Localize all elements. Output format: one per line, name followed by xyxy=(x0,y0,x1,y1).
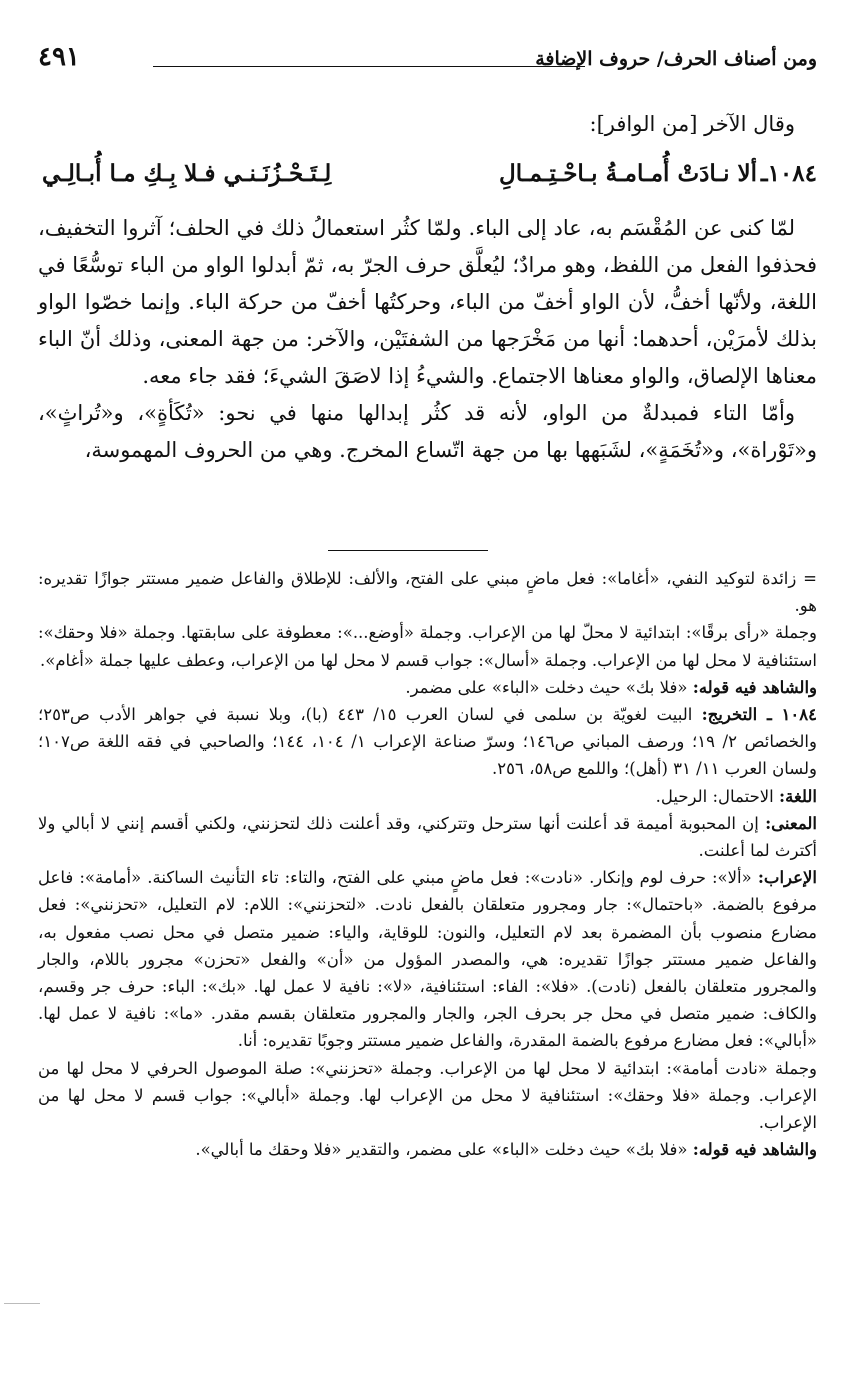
footnotes xyxy=(38,565,817,1163)
footnote-text: «ألا»: حرف لوم وإنكار. «نادت»: فعل ماضٍ مبني على الفتح، والتاء: تاء التأنيث الساكنة. «أمامة»: فاعل مرفوع بالضمة. «باحتمال»: جار ومجرور متعلقان بالفعل نادت. «لتحزنني»: اللام: لام التعليل، «تحزنني»: فعل مضارع منصوب بأن المضمرة بعد لام التعليل، والنون: للوقاية، والياء: ضمير متصل في محل نصب مفعول به، والفاعل ضمير مستتر جوازًا تقديره: هي، والمصدر المؤول من «أن» والفعل «تحزن» مجرور باللام، والجار والمجرور متعلقان بالفعل (نادت). «فلا»: الفاء: استئنافية، «لا»: نافية لا عمل لها. «بك»: الباء: حرف جر وقسم، والكاف: ضمير متصل في محل جر بحرف الجر، والجار والمجرور متعلقان بقسم مقدر. «ما»: نافية لا عمل لها. «أبالي»: فعل مضارع مرفوع بالضمة المقدرة، والفاعل ضمير مستتر وجوبًا تقديره: أنا. xyxy=(38,868,817,1051)
footnote-label: المعنى: xyxy=(765,813,817,833)
header-rule xyxy=(153,66,585,67)
running-title: ومن أصناف الحرف/ حروف الإضافة xyxy=(535,48,817,70)
footnote-line xyxy=(38,1136,817,1163)
footnote-text: البيت لغويّة بن سلمى في لسان العرب ١٥/ ٤٤٣ (با)، وبلا نسبة في جواهر الأدب ص٢٥٣؛ والخصائص ٢/ ١٩؛ ورصف المباني ص١٤٦؛ وسرّ صناعة الإعراب ١/ ١٠٤، ١٤٤؛ والصاحبي في فقه اللغة ص١٠٧؛ ولسان العرب ١١/ ٣١ (أهل)؛ واللمع ص٥٨، ٢٥٦. xyxy=(38,705,817,779)
footnote-line xyxy=(38,701,817,783)
footnote-text: «فلا بك» حيث دخلت «الباء» على مضمر. xyxy=(405,677,688,697)
footnote-text: وجملة «رأى برقًا»: ابتدائية لا محلّ لها من الإعراب. وجملة «أوضع...»: معطوفة على سابقتها. وجملة «فلا وحقك»: استئنافية لا محل لها من الإعراب. وجملة «أسال»: جواب قسم لا محل لها من الإعراب، وعطف عليها جملة «أغام». xyxy=(38,623,817,670)
footnote-text: = زائدة لتوكيد النفي، «أغاما»: فعل ماضٍ مبني على الفتح، والألف: للإطلاق والفاعل ضمير مستتر جوازًا تقديره: هو. xyxy=(38,569,817,616)
footnote-line xyxy=(38,619,817,673)
footnote-label: والشاهد فيه قوله: xyxy=(692,1140,817,1160)
footnote-line xyxy=(38,1055,817,1137)
page-number: ٤٩١ xyxy=(38,42,80,72)
footnote-text: إن المحبوبة أميمة قد أعلنت أنها سترحل وتتركني، وقد أعلنت ذلك لتحزنني، ولكني أقسم إنني لا أبالي ولا أكترث لما أعلنت. xyxy=(38,813,817,861)
footnote-label: اللغة: xyxy=(779,786,817,806)
footnote-separator xyxy=(328,550,488,551)
main-paragraph: لمّا كنى عن المُقْسَم به، عاد إلى الباء. ولمّا كثُر استعمالُ ذلك في الحلف؛ آثروا التخفيف، فحذفوا الفعل من اللفظ، وهو مرادٌ؛ ليُعلَّق حرف الجرّ به، ثمّ أبدلوا الواو من الباء توسُّعًا في اللغة، ولأنّها أخفُّ، لأن الواو أخفّ من الباء، وحركتُها أخفّ من حركة الباء. وإنما خصّوا الواو بذلك لأمرَيْن، أحدهما: أنها من مَخْرَجها من الشفتَيْن، والآخر: من جهة المعنى، وذلك أنّ الباء معناها الإلصاق، والواو معناها الاجتماع. والشيءُ إذا لاصَقَ الشيءَ؛ فقد جاء معه. xyxy=(38,216,817,388)
footnote-text: الاحتمال: الرحيل. xyxy=(655,786,774,806)
footnote-text: «فلا بك» حيث دخلت «الباء» على مضمر، والتقدير «فلا وحقك ما أبالي». xyxy=(195,1140,688,1160)
page-header xyxy=(38,42,817,82)
verse-first-hemistich: ألا نـادَتْ أُمـامـةُ بـاحْـتِـمـالِ xyxy=(499,160,757,187)
footnote-label: ١٠٨٤ ـ التخريج: xyxy=(701,705,817,725)
footnote-line xyxy=(38,565,817,619)
verse-intro: وقال الآخر [من الوافر]: xyxy=(589,112,795,136)
footnote-label: الإعراب: xyxy=(757,868,817,888)
footnote-label: والشاهد فيه قوله: xyxy=(692,677,817,697)
verse-line xyxy=(42,160,817,200)
footnote-text: وجملة «نادت أمامة»: ابتدائية لا محل لها من الإعراب. وجملة «تحزنني»: صلة الموصول الحرفي لا محل لها من الإعراب. وجملة «فلا وحقك»: استئنافية لا محل من الإعراب لها. وجملة «أبالي»: جواب قسم لا محل لها من الإعراب. xyxy=(38,1058,817,1133)
footnote-line xyxy=(38,674,817,701)
main-text xyxy=(38,210,817,469)
footnote-line xyxy=(38,783,817,810)
verse-number: ١٠٨٤ـ xyxy=(760,160,817,187)
verse-second-hemistich: لِـتَـحْـزُنَـنـي فـلا بِـكِ مـا أُبـالِـي xyxy=(42,160,332,187)
footnote-line xyxy=(38,864,817,1054)
main-paragraph: وأمّا التاء فمبدلةٌ من الواو، لأنه قد كثُر إبدالها منها في نحو: «تُكَأةٍ»، و«تُراثٍ»، و«تَوْراة»، و«تُخَمَةٍ»، لشَبَهها بها من جهة اتّساع المخرج. وهي من الحروف المهموسة، xyxy=(38,401,817,462)
footnote-line xyxy=(38,810,817,864)
scan-edge-mark xyxy=(4,1303,40,1304)
